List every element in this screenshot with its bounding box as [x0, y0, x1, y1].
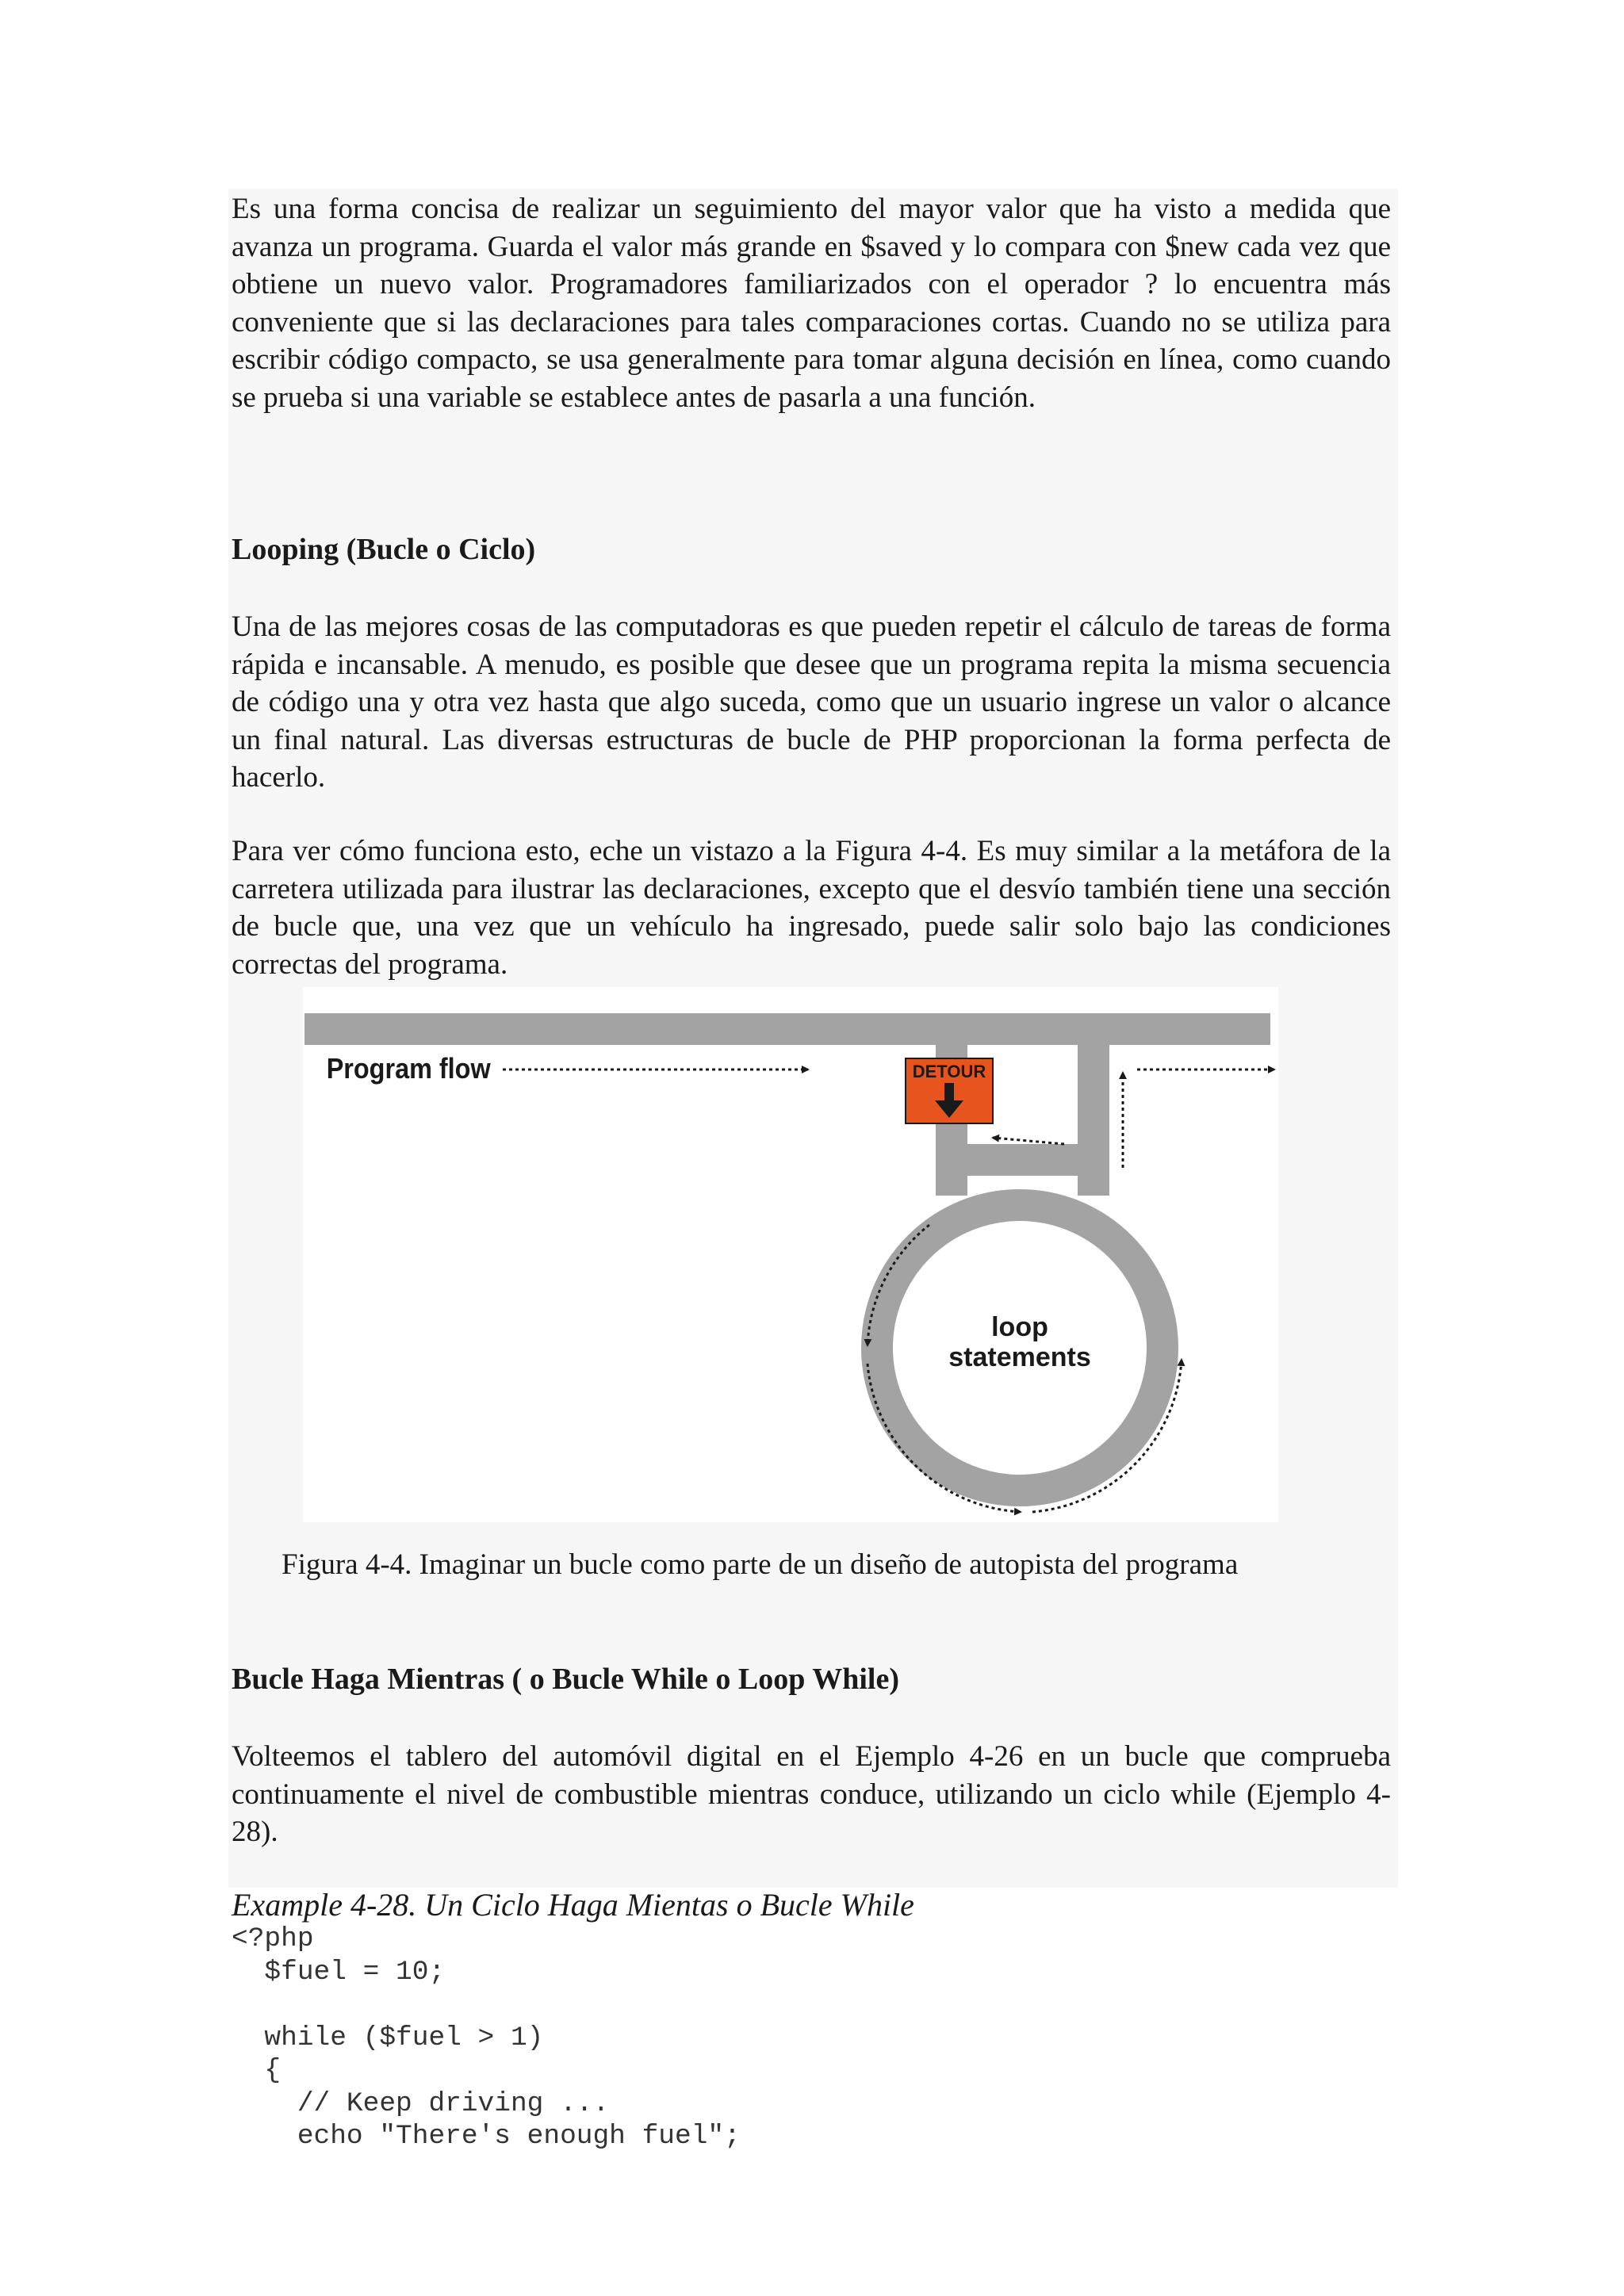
loop-label-line2: statements [948, 1342, 1091, 1372]
loop-diagram [303, 987, 1278, 1522]
program-flow-label: Program flow [326, 1053, 491, 1085]
loop-exit-road [1078, 1045, 1109, 1196]
loop-label-line1: loop [991, 1312, 1048, 1342]
figure-caption: Figura 4-4. Imaginar un bucle como parte de un diseño de autopista del programa [282, 1548, 1239, 1581]
looping-heading: Looping (Bucle o Ciclo) [232, 533, 536, 566]
code-block: <?php $fuel = 10; while ($fuel > 1) { // Keep driving ... echo "There's enough fuel"; [232, 1923, 741, 2152]
loop-link-road [967, 1144, 1078, 1176]
return-arrow [993, 1138, 1064, 1144]
detour-sign-icon [906, 1058, 993, 1123]
looping-paragraph-1: Una de las mejores cosas de las computadoras es que pueden repetir el cálculo de tareas de forma rápida e incansable. A menudo, es posible que desee que un programa repita la misma secuencia de código una y otra vez hasta que algo suceda, como que un usuario ingrese un valor o alcance un final natural. Las diversas estructuras de bucle de PHP proporcionan la forma perfecta de hacerlo. [232, 610, 1391, 794]
main-road [304, 1013, 1270, 1045]
while-heading: Bucle Haga Mientras ( o Bucle While o Loop While) [232, 1663, 899, 1696]
looping-paragraph-2: Para ver cómo funciona esto, eche un vistazo a la Figura 4-4. Es muy similar a la metáfora de la carretera utilizada para ilustrar las declaraciones, excepto que el desvío también tiene una sección de bucle que, una vez que un vehículo ha ingresado, puede salir solo bajo las condiciones correctas del programa. [232, 835, 1391, 981]
detour-sign-text: DETOUR [912, 1062, 986, 1081]
example-title: Example 4-28. Un Ciclo Haga Mientas o Bucle While [232, 1887, 914, 1923]
intro-paragraph: Es una forma concisa de realizar un seguimiento del mayor valor que ha visto a medida que avanza un programa. Guarda el valor más grande en $saved y lo compara con $new cada vez que obtiene un nuevo valor. Programadores familiarizados con el operador ? lo encuentra más conveniente que si las declaraciones para tales comparaciones cortas. Cuando no se utiliza para escribir código compacto, se usa generalmente para tomar alguna decisión en línea, como cuando se prueba si una variable se establece antes de pasarla a una función. [232, 193, 1391, 414]
while-paragraph: Volteemos el tablero del automóvil digital en el Ejemplo 4-26 en un bucle que comprueba continuamente el nivel de combustible mientras conduce, utilizando un ciclo while (Ejemplo 4-28). [232, 1740, 1391, 1848]
loop-highway-figure [303, 987, 1278, 1522]
